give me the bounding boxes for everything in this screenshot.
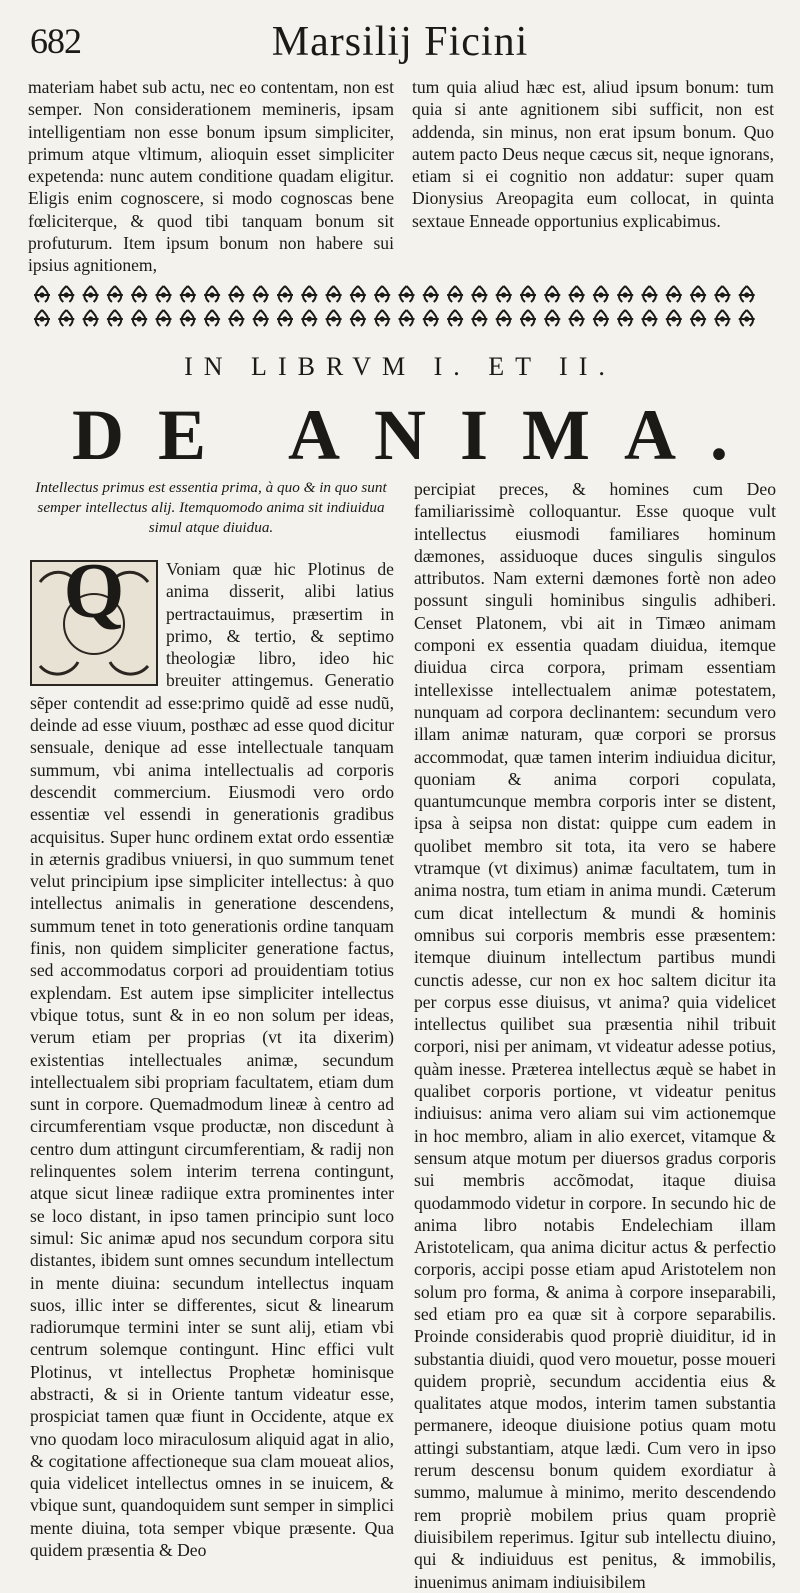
body-left-column [30,547,394,1561]
fleuron-icon [350,310,366,326]
fleuron-icon [666,310,682,326]
top-right-column [412,76,774,232]
fleuron-icon [107,286,123,302]
fleuron-icon [447,310,463,326]
chapter-argument: Intellectus primus est essentia prima, à quo & in quo sunt semper intellectus alij. Itemquomodo anima sit indiuidua simul atque diuidua. [35,479,387,536]
ornamental-band [30,282,770,332]
top-left-column [28,76,394,277]
body-right-column [414,478,776,1593]
fleuron-icon [156,286,172,302]
fleuron-icon [593,286,609,302]
fleuron-icon [520,310,536,326]
fleuron-icon [204,310,220,326]
main-title: DE ANIMA. [71,395,762,475]
fleuron-icon [58,310,74,326]
fleuron-icon [34,310,50,326]
fleuron-icon [301,310,317,326]
decorated-initial [30,547,158,686]
fleuron-icon [204,286,220,302]
fleuron-icon [569,310,585,326]
fleuron-icon [423,310,439,326]
fleuron-icon [131,310,147,326]
fleuron-icon [301,286,317,302]
fleuron-icon [107,310,123,326]
fleuron-icon [447,286,463,302]
fleuron-icon [544,310,560,326]
initial-letter: Q [63,547,125,634]
fleuron-icon [180,286,196,302]
fleuron-icon [496,286,512,302]
fleuron-icon [83,310,99,326]
fleuron-icon [156,310,172,326]
fleuron-icon [423,286,439,302]
body-left-paragraph: Voniam quæ hic Plotinus de anima disserit, alibi latius pertractauimus, præsertim in primo, & tertio, & septimo theologiæ libro, ideo hic breuiter attingemus. Generatio sẽper contendit ad esse:primo quidẽ ad esse nudũ, deinde ad esse viuum, posthæc ad esse quod dicitur sensuale, denique ad esse intellectuale tanquam summum, vbi anima intellectualis ad corporis descendit commercium. Eiusmodi vero ordo essentiæ vel essendi in generationis gradibus acquisitus. Super hunc ordinem extat ordo essentiæ in æternis gradibus vniuersi, in quo summum tenet velut principium ipse simpliciter intellectus: à quo intellectus animalis in generatione descendens, summum tenet in toto generationis ordine tanquam finis, non quidem simpliciter generatione factus, sed accommodatus corpori ad prouidentiam totius explendam. Est autem ipse simpliciter intellectus vbique totus, sunt & in eo non solum per ideas, verum etiam per proprias (vt ita dixerim) existentias intellectuales animæ, secundum intellectualem sibi propriam facultatem, etiam dum sunt in corpore. Quemadmodum lineæ à centro ad circumferentiam vsque productæ, non discedunt à centro dum attingunt circumferentiam, & radij non relinquentes solem interim terrena contingunt, atque sicut lineæ radiique extra prominentes inter se loco distant, in ipso tamen principio sunt loco simul: Sic animæ apud nos secundum corpora situ distantes, ibidem sunt omnes secundum intellectum in mente diuina: secundum intellectus inquam suos, illic inter se differentes, sicut & linearum radiorumque termini inter se sunt alij, etiam vbi centrum solemque contingunt. Hinc effici vult Plotinus, vt intellectus Prophetæ hominisque abstracti, & si in Oriente tantum videatur esse, prospiciat tamen quæ fiunt in Occidente, atque ex vno quodam loco miraculosum aliquid agat in alio, & cogitatione affectioneque sua clam moueat alios, quia videlicet intellectus omnes in se inuicem, & vbique sunt, quandoquidem sunt semper in simplici mente diuina, tota semper vbique præsente. Qua quidem præsentia & Deo [30,559,394,1561]
fleuron-icon [617,286,633,302]
running-head [26,14,774,66]
fleuron-icon [593,310,609,326]
fleuron-icon [83,286,99,302]
fleuron-icon [277,310,293,326]
fleuron-icon [739,310,755,326]
fleuron-icon [131,286,147,302]
fleuron-icon [58,286,74,302]
fleuron-icon [326,310,342,326]
fleuron-icon [471,286,487,302]
fleuron-icon [569,286,585,302]
fleuron-icon [471,310,487,326]
fleuron-icon [253,286,269,302]
fleuron-icon [180,310,196,326]
fleuron-icon [350,286,366,302]
fleuron-icon [326,286,342,302]
fleuron-icon [544,286,560,302]
top-left-paragraph: materiam habet sub actu, nec eo contentam, non est semper. Non considerationem memineris, ipsam intelligentiam non esse bonum ipsum simpliciter, primum atque vltimum, alioquin esset simpliciter expetenda: nunc autem conditione quadam eligitur. Eligis enim cognoscere, si modo cognoscas bene fœliciterque, & quod tibi tanquam bonum sit profuturum. Item ipsum bonum non habere sui ipsius agnitionem, [28,77,394,276]
body-right-paragraph: percipiat preces, & homines cum Deo familiarissimè colloquantur. Esse quoque vult intellectus eiusmodi familiares hominum dæmones, assiduoque duces singulis singulos attributos. Nam externi dæmones fortè non adeo possunt singuli hominibus singulis adhiberi. Censet Platonem, vbi ait in Timæo animam componi ex essentia quadam diuidua, itemque diuidua circa corpora, primam essentiam intellexisse intellectualem animæ potestatem, nunquam ad corpora declinantem: secundum vero illam animæ naturam, quæ corpori se prorsus accommodat, quæ tamen interim indiuidua dicitur, quoniam & anima corpori copulata, quantumcunque membra corporis inter se distent, ipsa à seipsa non distat: quippe cum eadem in quolibet membro sit tota, ita vero se habere vtramque (vt diximus) animæ facultatem, tum in anima nostra, tum etiam in anima mundi. Cæterum cum dicat intellectum & mundi & hominis omnibus sui corporis membris esse præsentem: itemque diuinum intellectum partibus mundi cunctis adesse, cur non ex hoc saltem dicitur ita per corpus esse diuisus, vt anima? quia videlicet intellectus quilibet sua præsentia nihil tribuit corpori, nisi per animam, vt videatur adesse potius, quàm inesse. Præterea intellectus æquè se habet in qualibet corporis portione, vt videatur penitus indiuisus: anima vero aliam sui vim actionemque in hoc membro, aliam in alio exercet, vitamque & sensum atque motum per diuersos gradus corporis sui membris accõmodat, itaque diuisa quodammodo videtur in corpore. In secundo hic de anima libro notabis Endelechiam illam Aristotelicam, qua anima dicitur actus & perfectio corporis, accipi posse etiam apud Aristotelem non solum pro forma, & anima à corpore inseparabili, sed etiam pro ea quæ sit à corpore separabilis. Proinde considerabis quod propriè diuiditur, id in substantia diuidi, quod vero mouetur, posse moueri quidem propriè, secundum accidentia eius & qualitates atque modos, interim tamen substantia permanere, ideoque diuisione potius quam motu attingi substantiam, atque lædi. Cum vero in ipso rerum descensu bonum quidem exordiatur à summo, malumue à minimo, merito descendendo rem propriè mobilem prius quam propriè diuisibilem reperimus. Igitur sub intellectu diuino, qui & indiuiduus est penitus, & immobilis, inuenimus animam indiuisibilem [414,479,776,1592]
page-number: 682 [30,21,81,61]
fleuron-icon [520,286,536,302]
fleuron-icon [690,310,706,326]
fleuron-icon [374,286,390,302]
fleuron-icon [714,310,730,326]
running-title: Marsilij Ficini [271,19,529,65]
fleuron-icon [642,310,658,326]
fleuron-icon [399,310,415,326]
fleuron-icon [739,286,755,302]
fleuron-icon [642,286,658,302]
fleuron-icon [690,286,706,302]
fleuron-icon [34,286,50,302]
fleuron-icon [496,310,512,326]
fleuron-icon [399,286,415,302]
fleuron-icon [228,310,244,326]
fleuron-icon [253,310,269,326]
fleuron-icon [617,310,633,326]
fleuron-icon [228,286,244,302]
fleuron-icon [714,286,730,302]
top-right-paragraph: tum quia aliud hæc est, aliud ipsum bonum: tum quia si ante agnitionem sibi sufficit, non est addenda, sin minus, non erat ipsum bonum. Quo autem pacto Deus neque cæcus sit, neque ignorans, etiam si ei cognitio non addatur: super quam Dionysius Areopagita eum collocat, in quinta sextaue Enneade opportunius explicabimus. [412,77,774,231]
fleuron-icon [277,286,293,302]
fleuron-icon [374,310,390,326]
fleuron-icon [666,286,682,302]
book-heading: IN LIBRVM I. ET II. [184,352,616,381]
